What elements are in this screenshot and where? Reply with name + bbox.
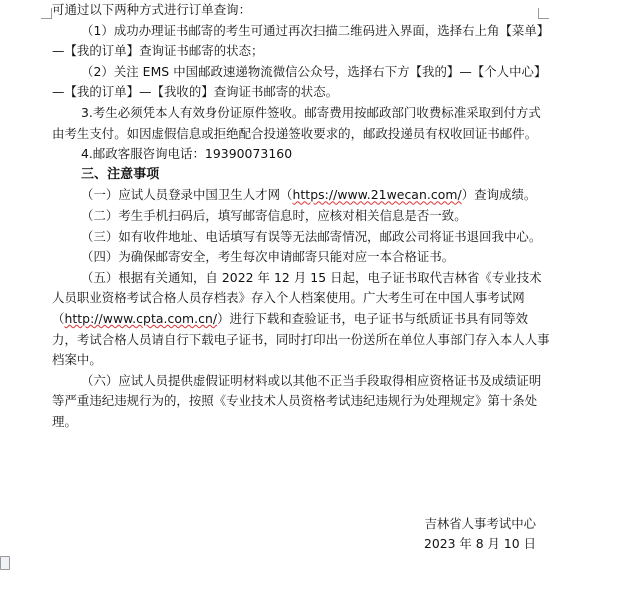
note-5-paragraph: [52, 268, 552, 371]
cpta-url-link[interactable]: http://www.cpta.com.cn/: [64, 310, 218, 326]
wecan-url-link[interactable]: https://www.21wecan.com/: [292, 187, 462, 203]
issuing-organization: 吉林省人事考试中心: [424, 516, 536, 531]
query-method-1: （1）成功办理证书邮寄的考生可通过再次扫描二维码进入界面，选择右上角【菜单】—【我的订单】查询证书邮寄的状态；: [52, 22, 550, 59]
section-heading: 三、注意事项: [81, 166, 160, 182]
signature-block: [424, 514, 536, 554]
note-3-paragraph: （三）如有收件地址、电话填写有误等无法邮寄情况，邮政公司将证书退回我中心。: [81, 228, 542, 244]
issue-date: 2023 年 8 月 10 日: [423, 536, 536, 551]
note-1-paragraph: [52, 185, 552, 206]
note-5-text: （五）根据有关通知，自 2022 年 12 月 15 日起，电子证书取代吉林省《专业技术人员职业资格考试合格人员存档表》存入个人档案使用。广大考生可在中国人事考试网（: [52, 269, 542, 326]
intro-paragraph: 可通过以下两种方式进行订单查询：: [52, 2, 252, 17]
note-1-text-end: ）查询成绩。: [461, 187, 537, 203]
service-phone: 19390073160: [204, 146, 293, 162]
item-3-paragraph: 3.考生必须凭本人有效身份证原件签收。邮寄费用按邮政部门收费标准采取到付方式由考生支付。如因虚假信息或拒绝配合投递签收要求的，邮政投递员有权收回证书邮件。: [52, 104, 541, 141]
note-1-text: （一）应试人员登录中国卫生人才网（: [81, 187, 293, 203]
query-method-2: （2）关注 EMS 中国邮政速递物流微信公众号，选择右下方【我的】—【个人中心】—【我的订单】—【我收的】查询证书邮寄的状态。: [52, 63, 547, 100]
note-4-paragraph: （四）为确保邮寄安全，考生每次申请邮寄只能对应一本合格证书。: [81, 249, 455, 265]
note-6-paragraph: （六）应试人员提供虚假证明材料或以其他不正当手段取得相应资格证书及成绩证明等严重违纪违规行为的，按照《专业技术人员资格考试违纪违规行为处理规定》第十条处理。: [52, 372, 542, 429]
item-4-label: 4.邮政客服咨询电话：: [81, 146, 205, 162]
item-4-paragraph: [52, 144, 552, 165]
document-body: [52, 0, 552, 432]
side-document-icon[interactable]: [0, 556, 10, 570]
note-5-text-end: ）进行下载和查验证书，电子证书与纸质证书具有同等效力，考试合格人员请自行下载电子证书，同时打印出一份送所在单位人事部门存入本人人事档案中。: [52, 310, 550, 368]
page-margin-corner-left: [41, 8, 52, 19]
note-2-paragraph: （二）考生手机扫码后，填写邮寄信息时，应核对相关信息是否一致。: [81, 207, 467, 223]
